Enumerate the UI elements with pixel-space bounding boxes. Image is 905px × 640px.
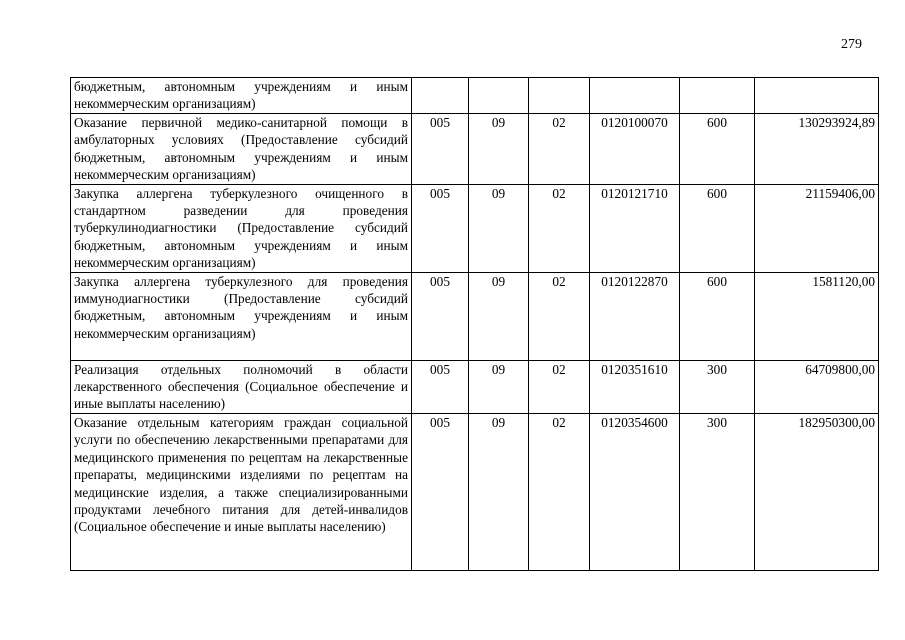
table-row bbox=[71, 184, 879, 272]
table-row bbox=[71, 272, 879, 360]
subsection-code: 02 bbox=[529, 184, 590, 272]
expense-type-code: 300 bbox=[680, 360, 755, 413]
page-number: 279 bbox=[841, 37, 862, 52]
target-article-code: 0120122870 bbox=[590, 272, 680, 360]
section-code: 09 bbox=[469, 272, 529, 360]
expense-type-code: 300 bbox=[680, 413, 755, 570]
amount-value: 130293924,89 bbox=[755, 114, 879, 185]
section-code: 09 bbox=[469, 360, 529, 413]
row-description: Закупка аллергена туберкулезного для проведения иммунодиагностики (Предоставление субсидий бюджетным, автономным учреждениям и иным некоммерческим организациям) bbox=[71, 272, 412, 360]
section-code: 09 bbox=[469, 413, 529, 570]
target-article-code bbox=[590, 78, 680, 114]
subsection-code: 02 bbox=[529, 413, 590, 570]
amount-value: 64709800,00 bbox=[755, 360, 879, 413]
subsection-code: 02 bbox=[529, 360, 590, 413]
ministry-code bbox=[412, 78, 469, 114]
target-article-code: 0120100070 bbox=[590, 114, 680, 185]
expense-type-code: 600 bbox=[680, 114, 755, 185]
subsection-code: 02 bbox=[529, 114, 590, 185]
table-row bbox=[71, 360, 879, 413]
amount-value bbox=[755, 78, 879, 114]
row-description: Закупка аллергена туберкулезного очищенного в стандартном разведении для проведения туберкулинодиагностики (Предоставление субсидий бюджетным, автономным учреждениям и иным некоммерческим организациям) bbox=[71, 184, 412, 272]
row-description: Оказание первичной медико-санитарной помощи в амбулаторных условиях (Предоставление субсидий бюджетным, автономным учреждениям и иным некоммерческим организациям) bbox=[71, 114, 412, 185]
budget-table bbox=[70, 77, 879, 571]
amount-value: 1581120,00 bbox=[755, 272, 879, 360]
subsection-code: 02 bbox=[529, 272, 590, 360]
section-code: 09 bbox=[469, 184, 529, 272]
row-description: Оказание отдельным категориям граждан социальной услуги по обеспечению лекарственными препаратами для медицинского применения по рецептам на лекарственные препараты, медицинскими изделиями по рецептам на медицинские изделия, а также специализированными продуктами лечебного питания для детей-инвалидов (Социальное обеспечение и иные выплаты населению) bbox=[71, 413, 412, 570]
row-description: Реализация отдельных полномочий в области лекарственного обеспечения (Социальное обеспечение и иные выплаты населению) bbox=[71, 360, 412, 413]
ministry-code: 005 bbox=[412, 114, 469, 185]
amount-value: 182950300,00 bbox=[755, 413, 879, 570]
table-row bbox=[71, 114, 879, 185]
section-code bbox=[469, 78, 529, 114]
table-row bbox=[71, 78, 879, 114]
ministry-code: 005 bbox=[412, 184, 469, 272]
ministry-code: 005 bbox=[412, 272, 469, 360]
target-article-code: 0120121710 bbox=[590, 184, 680, 272]
expense-type-code: 600 bbox=[680, 184, 755, 272]
expense-type-code bbox=[680, 78, 755, 114]
ministry-code: 005 bbox=[412, 360, 469, 413]
subsection-code bbox=[529, 78, 590, 114]
table-row bbox=[71, 413, 879, 570]
expense-type-code: 600 bbox=[680, 272, 755, 360]
amount-value: 21159406,00 bbox=[755, 184, 879, 272]
target-article-code: 0120354600 bbox=[590, 413, 680, 570]
row-description: бюджетным, автономным учреждениям и иным некоммерческим организациям) bbox=[71, 78, 412, 114]
target-article-code: 0120351610 bbox=[590, 360, 680, 413]
section-code: 09 bbox=[469, 114, 529, 185]
ministry-code: 005 bbox=[412, 413, 469, 570]
